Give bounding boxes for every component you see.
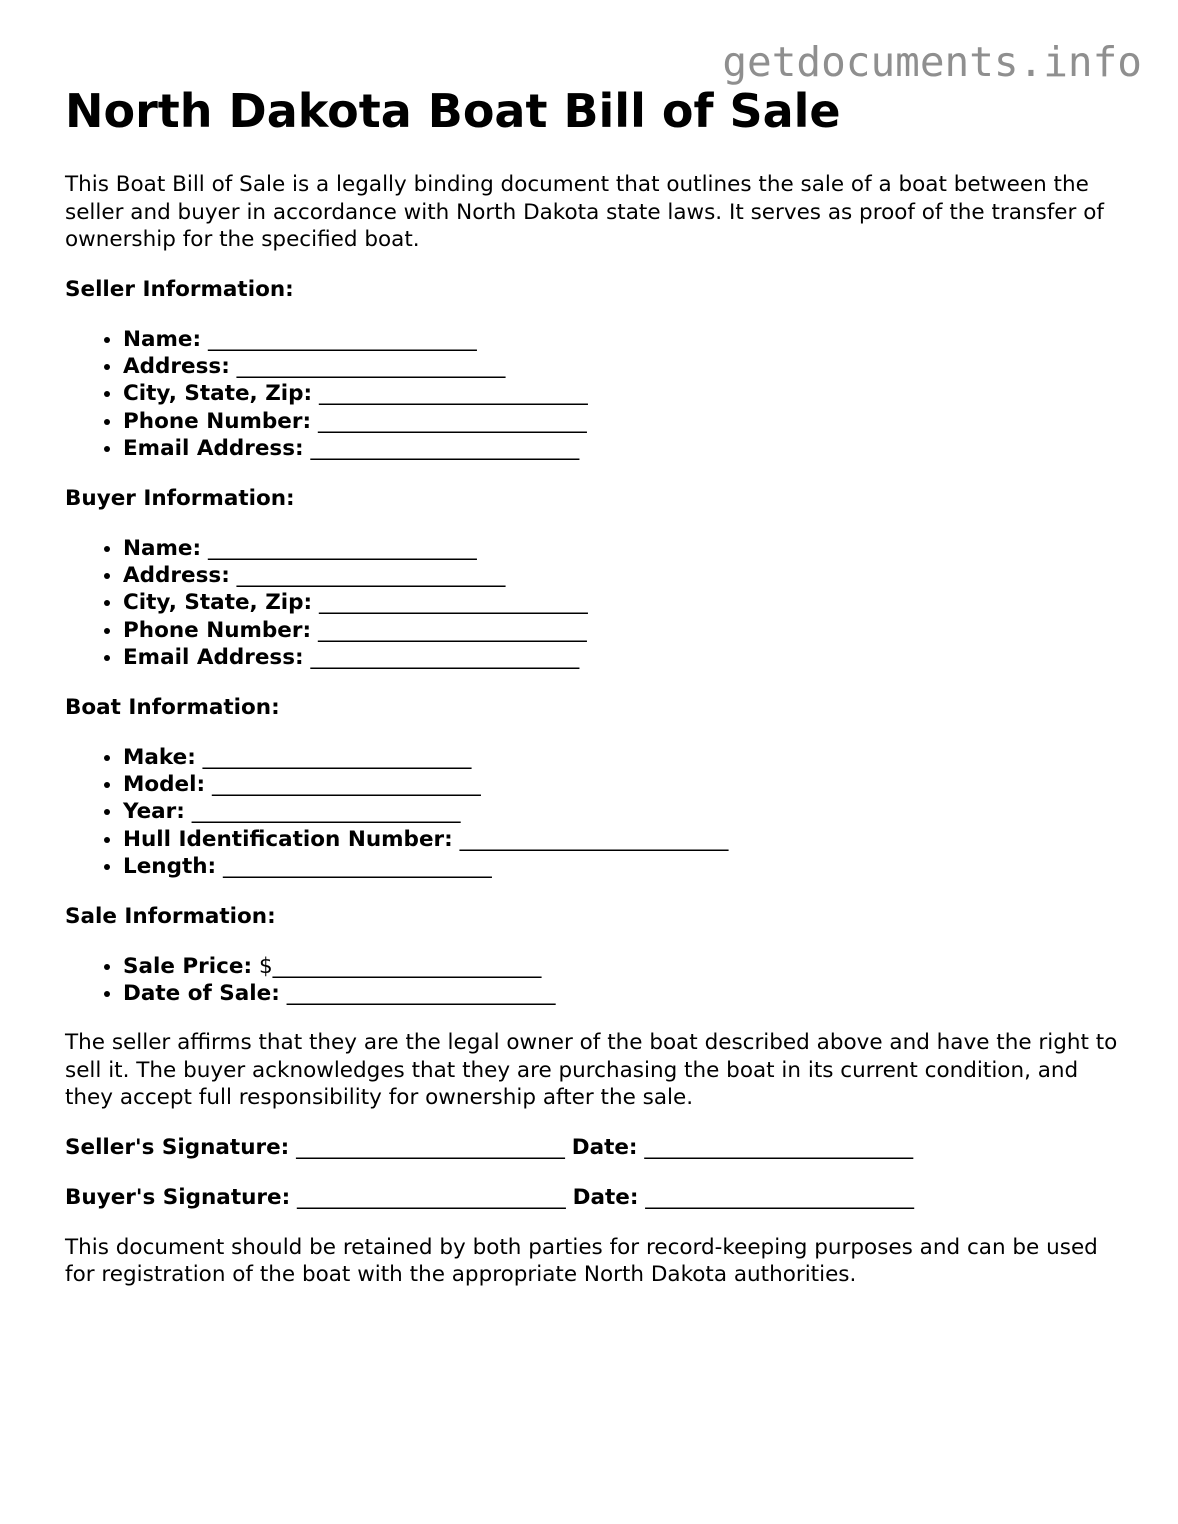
seller-email-blank[interactable]: _________________________: [310, 436, 580, 462]
buyer-signature-blank[interactable]: _________________________: [297, 1184, 566, 1210]
field-label: Date of Sale:: [123, 981, 280, 1006]
field-label: Phone Number:: [123, 408, 312, 434]
list-item: [123, 953, 1125, 980]
list-item: [123, 771, 1125, 798]
intro-paragraph: This Boat Bill of Sale is a legally binding document that outlines the sale of a boat between the seller and buyer in accordance with North Dakota state laws. It serves as proof of the transfer of ownership for the specified boat.: [65, 172, 1104, 252]
buyer-fields-list: [65, 535, 1125, 672]
boat-hin-blank[interactable]: _________________________: [459, 826, 729, 852]
watermark-text: getdocuments.info: [722, 38, 1142, 86]
sale-date-blank[interactable]: _________________________: [286, 981, 556, 1006]
boat-section-heading: Boat Information:: [65, 694, 280, 720]
field-label: Sale Price:: [123, 953, 253, 979]
list-item: [123, 617, 1125, 644]
affirmation-paragraph: The seller affirms that they are the legal owner of the boat described above and have the right to sell it. The buyer acknowledges that they are purchasing the boat in its current condition, and they accept full responsibility for ownership after the sale.: [65, 1030, 1118, 1111]
field-label: Email Address:: [123, 436, 304, 462]
buyer-phone-blank[interactable]: _________________________: [317, 617, 587, 643]
buyer-date-label: Date:: [572, 1184, 639, 1210]
closing-paragraph: This document should be retained by both parties for record-keeping purposes and can be used for registration of the boat with the appropriate North Dakota authorities.: [65, 1234, 1098, 1288]
field-label: Model:: [123, 771, 206, 797]
list-item: [123, 353, 1125, 380]
list-item: [123, 589, 1125, 616]
seller-signature-label: Seller's Signature:: [65, 1134, 290, 1160]
seller-city-state-zip-blank[interactable]: _________________________: [319, 381, 588, 407]
field-label: Name:: [123, 326, 202, 352]
boat-length-blank[interactable]: _________________________: [223, 854, 492, 880]
sale-fields-list: [65, 953, 1125, 1008]
buyer-address-blank[interactable]: _________________________: [236, 562, 506, 588]
list-item: [123, 744, 1125, 771]
boat-fields-list: [65, 744, 1125, 881]
buyer-name-blank[interactable]: _________________________: [207, 535, 477, 561]
buyer-email-blank[interactable]: _________________________: [310, 645, 580, 671]
field-label: Address:: [123, 562, 230, 588]
seller-signature-line: [65, 1134, 1125, 1162]
list-item: [123, 798, 1125, 825]
field-label: Email Address:: [123, 645, 304, 671]
sale-section-heading: Sale Information:: [65, 903, 276, 929]
buyer-signature-line: [65, 1184, 1125, 1212]
document-title: North Dakota Boat Bill of Sale: [65, 84, 841, 138]
list-item: [123, 326, 1125, 353]
seller-phone-blank[interactable]: _________________________: [317, 408, 587, 434]
buyer-signature-label: Buyer's Signature:: [65, 1184, 291, 1210]
boat-make-blank[interactable]: _________________________: [202, 744, 472, 770]
seller-signature-blank[interactable]: _________________________: [296, 1134, 565, 1160]
buyer-city-state-zip-blank[interactable]: _________________________: [319, 590, 588, 616]
seller-section-heading: Seller Information:: [65, 276, 294, 302]
seller-date-blank[interactable]: _________________________: [644, 1134, 914, 1160]
list-item: [123, 562, 1125, 589]
list-item: [123, 980, 1125, 1007]
list-item: [123, 435, 1125, 462]
list-item: [123, 644, 1125, 671]
field-label: Make:: [123, 744, 196, 770]
boat-model-blank[interactable]: _________________________: [211, 771, 481, 797]
list-item: [123, 535, 1125, 562]
list-item: [123, 380, 1125, 407]
document-body: [65, 82, 1125, 1289]
seller-name-blank[interactable]: _________________________: [207, 326, 477, 352]
field-label: City, State, Zip:: [123, 590, 313, 616]
seller-fields-list: [65, 326, 1125, 463]
seller-address-blank[interactable]: _________________________: [236, 353, 506, 379]
boat-year-blank[interactable]: _________________________: [191, 799, 461, 825]
sale-price-blank[interactable]: $_________________________: [258, 953, 542, 979]
buyer-date-blank[interactable]: _________________________: [645, 1184, 915, 1210]
field-label: Address:: [123, 353, 230, 379]
field-label: City, State, Zip:: [123, 381, 313, 407]
field-label: Hull Identification Number:: [123, 826, 453, 852]
list-item: [123, 408, 1125, 435]
list-item: [123, 826, 1125, 853]
field-label: Year:: [123, 799, 185, 825]
seller-date-label: Date:: [571, 1134, 638, 1160]
field-label: Length:: [123, 854, 217, 880]
field-label: Name:: [123, 535, 202, 561]
field-label: Phone Number:: [123, 617, 312, 643]
buyer-section-heading: Buyer Information:: [65, 485, 295, 511]
list-item: [123, 853, 1125, 880]
